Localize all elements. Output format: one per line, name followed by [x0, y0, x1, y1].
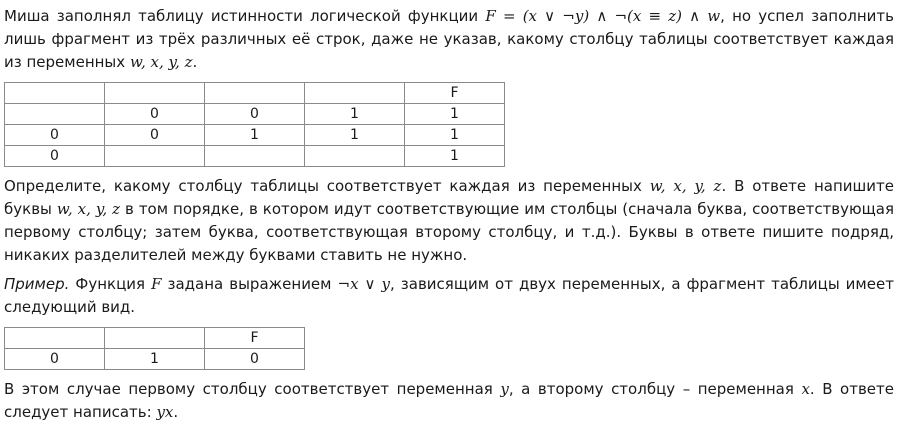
- table-cell: 0: [105, 125, 205, 146]
- table-row: [5, 104, 505, 125]
- table-cell: [5, 104, 105, 125]
- table-header-cell: [5, 328, 105, 349]
- example-text-a: Функция: [75, 275, 146, 293]
- table-row: [5, 125, 505, 146]
- table-cell: 1: [405, 125, 505, 146]
- task-text-start: Миша заполнял таблицу истинности логической функции: [4, 7, 479, 25]
- example-text-c: , зависящим от двух переменных, а фрагмент таблицы имеет следующий вид.: [4, 275, 894, 316]
- truth-table-fragment: [4, 82, 505, 167]
- example-label: Пример.: [4, 275, 70, 293]
- table-cell: 0: [5, 146, 105, 167]
- equals-sign: =: [502, 7, 516, 25]
- example-table: [4, 327, 305, 370]
- instructions-text-a: Определите, какому столбцу таблицы соответствует каждая из переменных: [4, 177, 642, 195]
- variable-y: y: [500, 380, 509, 398]
- table-header-cell: [105, 328, 205, 349]
- table-cell: 0: [205, 104, 305, 125]
- conclusion-text-c: . В ответе следует написать:: [4, 380, 894, 421]
- table-cell: 1: [105, 349, 205, 370]
- table-header-cell: [105, 83, 205, 104]
- function-name: F: [485, 7, 496, 25]
- table-header-cell: [305, 83, 405, 104]
- table-row: [5, 349, 305, 370]
- table-cell: [105, 146, 205, 167]
- table-header-row: [5, 328, 305, 349]
- table-cell: 1: [205, 125, 305, 146]
- example-conclusion: [4, 378, 894, 424]
- table-cell: 1: [405, 146, 505, 167]
- task-text-end: , но успел заполнить лишь фрагмент из трёх различных её строк, даже не указав, какому столбцу таблицы соответствует каждая из переменных: [4, 7, 894, 71]
- table-cell: 0: [5, 349, 105, 370]
- function-name: F: [151, 275, 162, 293]
- table-cell: 1: [305, 104, 405, 125]
- table-header-row: [5, 83, 505, 104]
- example-description: [4, 273, 894, 319]
- task-period: .: [192, 53, 198, 71]
- instructions-text-c: в том порядке, в котором идут соответствующие им столбцы (сначала буква, соответствующая первому столбцу; затем буква, соответствующая второму столбцу, и т.д.). Буквы в ответе пишите подряд, никаких разделителей между буквами ставить не нужно.: [4, 200, 894, 264]
- table-row: [5, 146, 505, 167]
- answer-instructions: [4, 175, 894, 267]
- table-cell: 1: [405, 104, 505, 125]
- conclusion-text-b: , а второму столбцу – переменная: [508, 380, 794, 398]
- variables-list: w, x, y, z: [129, 53, 193, 71]
- table-cell: 0: [5, 125, 105, 146]
- table-header-cell: [205, 83, 305, 104]
- table-header-cell: [5, 83, 105, 104]
- table-cell: [305, 146, 405, 167]
- variables-list: w, x, y, z: [56, 200, 121, 218]
- example-answer: yx: [156, 403, 174, 421]
- example-expression: ¬x ∨ y: [337, 275, 391, 293]
- function-expression: (x ∨ ¬y) ∧ ¬(x ≡ z) ∧ w: [522, 7, 721, 25]
- table-cell: [205, 146, 305, 167]
- table-cell: 0: [205, 349, 305, 370]
- variables-list: w, x, y, z: [649, 177, 722, 195]
- conclusion-period: .: [173, 403, 179, 421]
- conclusion-text-a: В этом случае первому столбцу соответствует переменная: [4, 380, 493, 398]
- table-cell: 0: [105, 104, 205, 125]
- instructions-text-b: . В ответе напишите буквы: [4, 177, 894, 218]
- variable-x: x: [801, 380, 810, 398]
- table-cell: 1: [305, 125, 405, 146]
- table-header-f-cell: F: [405, 83, 505, 104]
- table-header-f-cell: F: [205, 328, 305, 349]
- task-statement: [4, 5, 894, 74]
- example-text-b: задана выражением: [167, 275, 332, 293]
